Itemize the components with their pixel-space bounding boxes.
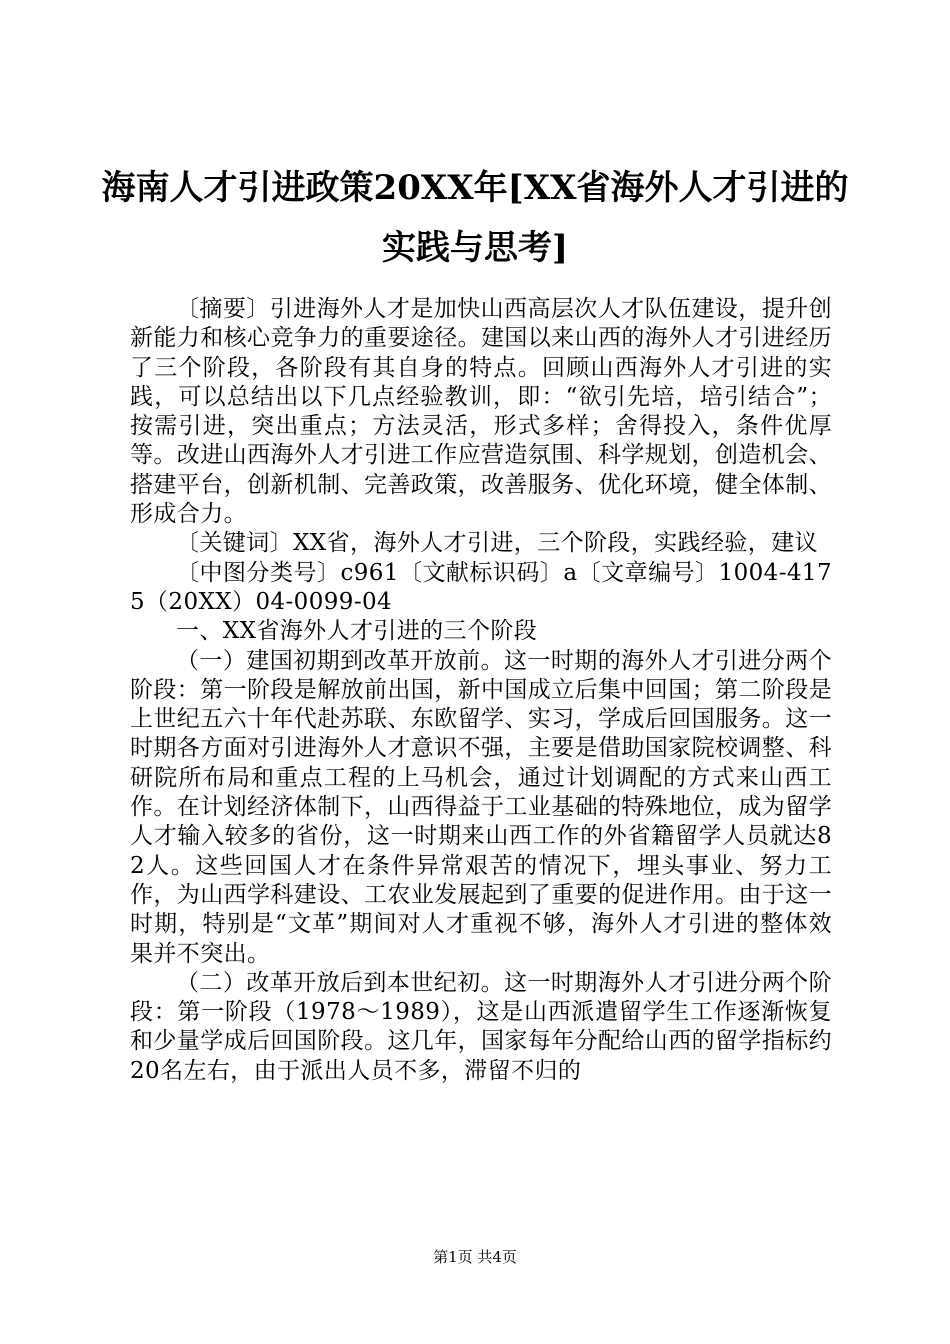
document-title: 海南人才引进政策20XX年[XX省海外人才引进的实践与思考] xyxy=(101,168,849,268)
document-body xyxy=(130,295,832,1086)
body-paragraph: （二）改革开放后到本世纪初。这一时期海外人才引进分两个阶段：第一阶段（1978～1989），这是山西派遣留学生工作逐渐恢复和少量学成后回国阶段。这几年，国家每年分配给山西的留学指标约20名左右，由于派出人员不多，滞留不归的 xyxy=(130,969,832,1084)
keywords-paragraph: 〔关键词〕XX省，海外人才引进，三个阶段，实践经验，建议 xyxy=(176,530,818,557)
section-heading: 一、XX省海外人才引进的三个阶段 xyxy=(176,618,538,645)
classification-paragraph: 〔中图分类号〕c961〔文献标识码〕a〔文章编号〕1004-4175（20XX）04-0099-04 xyxy=(130,559,832,615)
abstract-paragraph: 〔摘要〕引进海外人才是加快山西高层次人才队伍建设，提升创新能力和核心竞争力的重要途径。建国以来山西的海外人才引进经历了三个阶段，各阶段有其自身的特点。回顾山西海外人才引进的实践，可以总结出以下几点经验教训，即：“欲引先培，培引结合”；按需引进，突出重点；方法灵活，形式多样；舍得投入，条件优厚等。改进山西海外人才引进工作应营造氛围、科学规划，创造机会、搭建平台，创新机制、完善政策，改善服务、优化环境，健全体制、形成合力。 xyxy=(130,296,832,528)
page-footer: 第1页 共4页 xyxy=(433,1248,517,1266)
body-paragraph: （一）建国初期到改革开放前。这一时期的海外人才引进分两个阶段：第一阶段是解放前出国，新中国成立后集中回国；第二阶段是上世纪五六十年代赴苏联、东欧留学、实习，学成后回国服务。这一时期各方面对引进海外人才意识不强，主要是借助国家院校调整、科研院所布局和重点工程的上马机会，通过计划调配的方式来山西工作。在计划经济体制下，山西得益于工业基础的特殊地位，成为留学人才输入较多的省份，这一时期来山西工作的外省籍留学人员就达82人。这些回国人才在条件异常艰苦的情况下，埋头事业、努力工作，为山西学科建设、工农业发展起到了重要的促进作用。由于这一时期，特别是“文革”期间对人才重视不够，海外人才引进的整体效果并不突出。 xyxy=(130,647,832,967)
